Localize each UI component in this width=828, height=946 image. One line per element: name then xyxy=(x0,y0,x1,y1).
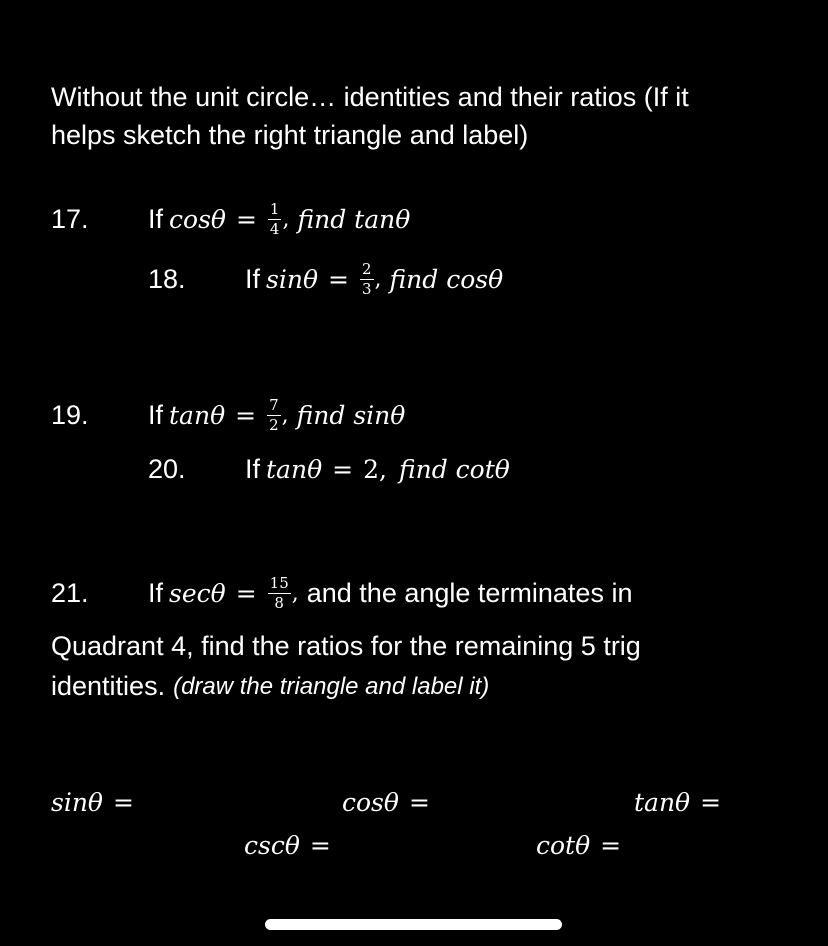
answer-sin-label: sinθ xyxy=(51,788,103,817)
find-target: find cosθ xyxy=(389,265,504,294)
equals-sign: = xyxy=(235,579,257,608)
equals-sign: = xyxy=(600,831,622,860)
comma: , xyxy=(282,207,290,232)
equals-sign: = xyxy=(700,788,722,817)
given-value: 2, xyxy=(363,455,387,484)
fraction-numerator: 7 xyxy=(269,396,279,414)
comma: , xyxy=(291,581,299,606)
fraction-numerator: 15 xyxy=(269,574,289,592)
equals-sign: = xyxy=(332,455,354,484)
if-label: If xyxy=(245,264,261,294)
fraction-denominator: 2 xyxy=(269,416,279,434)
problem-number: 21. xyxy=(51,578,89,608)
instructions-line-1: Without the unit circle… identities and their ratios (If it xyxy=(51,82,689,112)
if-label: If xyxy=(148,578,164,608)
equals-sign: = xyxy=(112,788,134,817)
given-fraction xyxy=(268,576,291,611)
find-target: find tanθ xyxy=(297,205,411,234)
answer-sin xyxy=(51,788,144,817)
given-fraction xyxy=(267,398,281,433)
given-function: tanθ xyxy=(169,401,226,430)
fraction-denominator: 8 xyxy=(274,594,284,612)
answer-csc xyxy=(244,831,341,860)
problem-19 xyxy=(51,398,405,433)
problem-number: 20. xyxy=(148,454,186,484)
answer-tan-label: tanθ xyxy=(634,788,691,817)
instructions xyxy=(51,78,689,154)
problem-number: 17. xyxy=(51,204,89,234)
answer-cos-label: cosθ xyxy=(342,788,399,817)
equals-sign: = xyxy=(408,788,430,817)
problem-21-line-2: Quadrant 4, find the ratios for the remaining 5 trig xyxy=(51,631,641,661)
find-target: find sinθ xyxy=(296,401,406,430)
given-function: secθ xyxy=(169,579,226,608)
fraction-denominator: 3 xyxy=(361,280,372,298)
home-indicator[interactable] xyxy=(265,919,562,930)
problem-18 xyxy=(148,262,503,297)
if-label: If xyxy=(148,204,164,234)
given-function: sinθ xyxy=(266,265,318,294)
if-label: If xyxy=(148,400,164,430)
given-function: cosθ xyxy=(169,205,226,234)
problem-21-text: and the angle terminates in xyxy=(306,578,633,608)
comma: , xyxy=(281,403,289,428)
problem-21 xyxy=(51,576,632,611)
answer-csc-label: cscθ xyxy=(244,831,300,860)
equals-sign: = xyxy=(235,205,257,234)
problem-21-hint: (draw the triangle and label it) xyxy=(173,672,490,700)
problem-number: 18. xyxy=(148,264,186,294)
given-fraction xyxy=(360,262,374,297)
given-fraction xyxy=(268,202,282,237)
find-target: find cotθ xyxy=(398,455,510,484)
fraction-numerator: 1 xyxy=(269,200,280,218)
answer-cos xyxy=(342,788,440,817)
equals-sign: = xyxy=(235,401,257,430)
given-function: tanθ xyxy=(266,455,323,484)
problem-17 xyxy=(51,202,410,237)
problem-20 xyxy=(148,454,510,485)
problem-21-line-3 xyxy=(51,671,489,702)
instructions-line-2: helps sketch the right triangle and label) xyxy=(51,120,529,150)
comma: , xyxy=(374,267,382,292)
answer-tan xyxy=(634,788,731,817)
fraction-denominator: 4 xyxy=(269,220,280,238)
equals-sign: = xyxy=(328,265,349,294)
fraction-numerator: 2 xyxy=(361,260,372,278)
equals-sign: = xyxy=(309,831,331,860)
answer-cot xyxy=(536,831,631,860)
problem-21-identities: identities. xyxy=(51,671,166,701)
if-label: If xyxy=(245,454,261,484)
answer-cot-label: cotθ xyxy=(536,831,591,860)
problem-number: 19. xyxy=(51,400,89,430)
